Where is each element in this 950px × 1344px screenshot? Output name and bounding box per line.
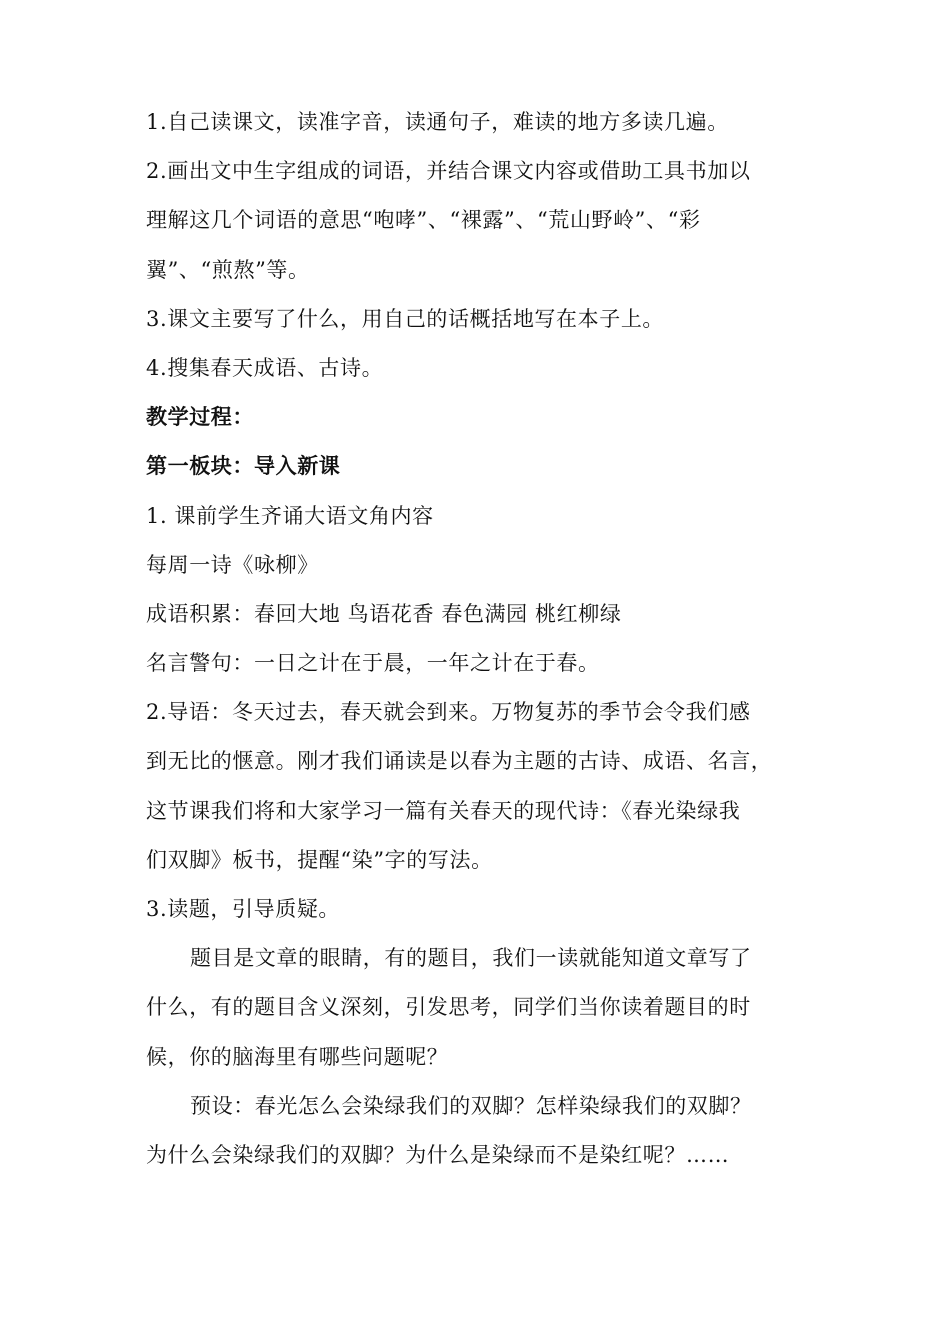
intro-line-4: 们双脚》板书，提醒“染”字的写法。 (146, 847, 493, 872)
question-paragraph-line-3: 候，你的脑海里有哪些问题呢？ (146, 1044, 449, 1069)
weekly-poem-line: 每周一诗《咏柳》 (146, 552, 319, 577)
step-3-line: 3.读题，引导质疑。 (146, 897, 341, 921)
intro-line-3: 这节课我们将和大家学习一篇有关春天的现代诗：《春光染绿我 (146, 798, 741, 823)
question-paragraph-line-2: 什么，有的题目含义深刻，引发思考，同学们当你读着题目的时 (146, 995, 751, 1020)
task-1-line: 1.自己读课文，读准字音，读通句子，难读的地方多读几遍。 (146, 110, 729, 134)
task-3-line: 3.课文主要写了什么，用自己的话概括地写在本子上。 (146, 306, 665, 331)
task-2-line-1: 2.画出文中生字组成的词语，并结合课文内容或借助工具书加以 (146, 159, 751, 184)
preset-line-1: 预设：春光怎么会染绿我们的双脚？怎样染绿我们的双脚？ (190, 1093, 752, 1118)
quotes-line: 名言警句：一日之计在于晨，一年之计在于春。 (146, 651, 600, 676)
preset-line-2: 为什么会染绿我们的双脚？为什么是染绿而不是染红呢？…… (146, 1142, 730, 1167)
intro-line-1: 2.导语：冬天过去，春天就会到来。万物复苏的季节会令我们感 (146, 700, 751, 725)
intro-line-2: 到无比的惬意。刚才我们诵读是以春为主题的古诗、成语、名言， (146, 749, 773, 774)
task-2-line-3: 翼”、“煎熬”等。 (146, 257, 310, 282)
task-4-line: 4.搜集春天成语、古诗。 (146, 355, 384, 380)
question-paragraph-line-1: 题目是文章的眼睛，有的题目，我们一读就能知道文章写了 (190, 946, 752, 971)
task-2-line-2: 理解这几个词语的意思“咆哮”、“裸露”、“荒山野岭”、“彩 (146, 208, 701, 233)
step-1-line: 1. 课前学生齐诵大语文角内容 (146, 503, 434, 528)
section-one-heading: 第一板块：导入新课 (146, 454, 341, 479)
document-body (146, 98, 826, 1180)
teaching-process-heading: 教学过程： (146, 405, 254, 430)
idioms-line: 成语积累：春回大地 鸟语花香 春色满园 桃红柳绿 (146, 601, 622, 626)
